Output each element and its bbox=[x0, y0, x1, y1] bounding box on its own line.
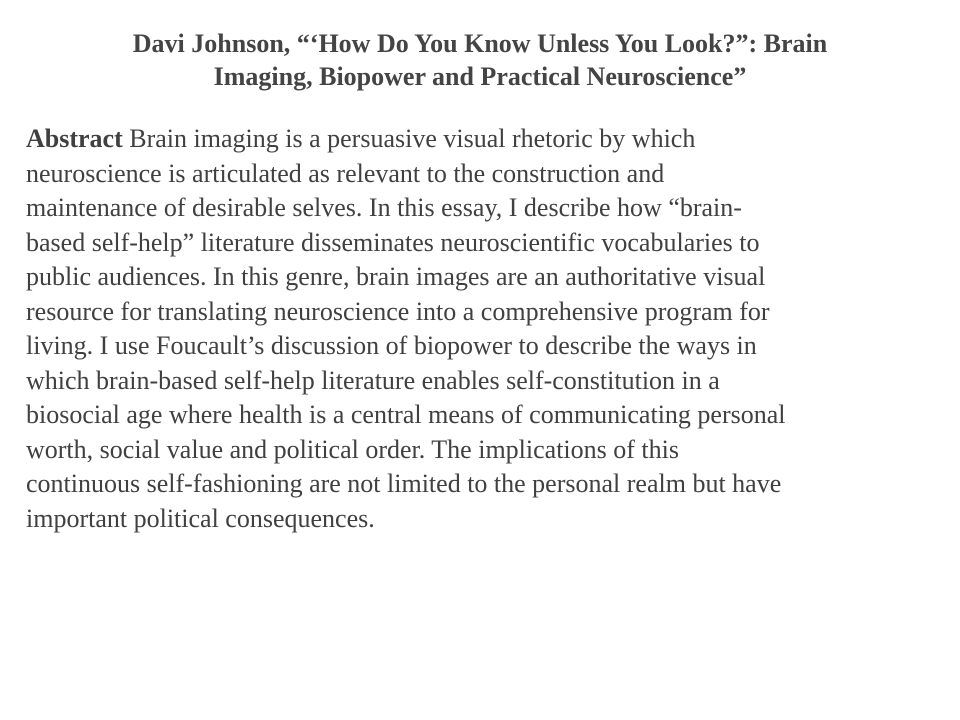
abstract-line-6: resource for translating neuroscience into a comprehensive program for bbox=[26, 296, 770, 326]
abstract-line-7: living. I use Foucault’s discussion of biopower to describe the ways in bbox=[26, 331, 757, 360]
abstract-line-11: continuous self-fashioning are not limited to the personal realm but have bbox=[26, 469, 782, 498]
abstract-line-12: important political consequences. bbox=[26, 503, 375, 533]
abstract-line-4: based self-help” literature disseminates neuroscientific vocabularies to bbox=[26, 227, 760, 257]
abstract-line-9: biosocial age where health is a central means of communicating personal bbox=[26, 400, 786, 429]
title-line-2: Imaging, Biopower and Practical Neuroscience” bbox=[213, 62, 747, 91]
abstract-line-10: worth, social value and political order. The implications of this bbox=[26, 434, 679, 464]
abstract-label: Abstract bbox=[26, 124, 123, 153]
abstract-paragraph bbox=[26, 122, 960, 536]
title-line-1: Davi Johnson, “‘How Do You Know Unless You Look?”: Brain bbox=[132, 29, 828, 58]
abstract-line-1: Brain imaging is a persuasive visual rhetoric by which bbox=[122, 124, 696, 153]
abstract-line-2: neuroscience is articulated as relevant to the construction and bbox=[26, 158, 665, 188]
abstract-line-8: which brain-based self-help literature enables self-constitution in a bbox=[26, 365, 720, 395]
abstract-line-5: public audiences. In this genre, brain images are an authoritative visual bbox=[26, 262, 766, 291]
abstract-line-3: maintenance of desirable selves. In this essay, I describe how “brain- bbox=[26, 193, 742, 222]
slide-title bbox=[30, 27, 930, 93]
